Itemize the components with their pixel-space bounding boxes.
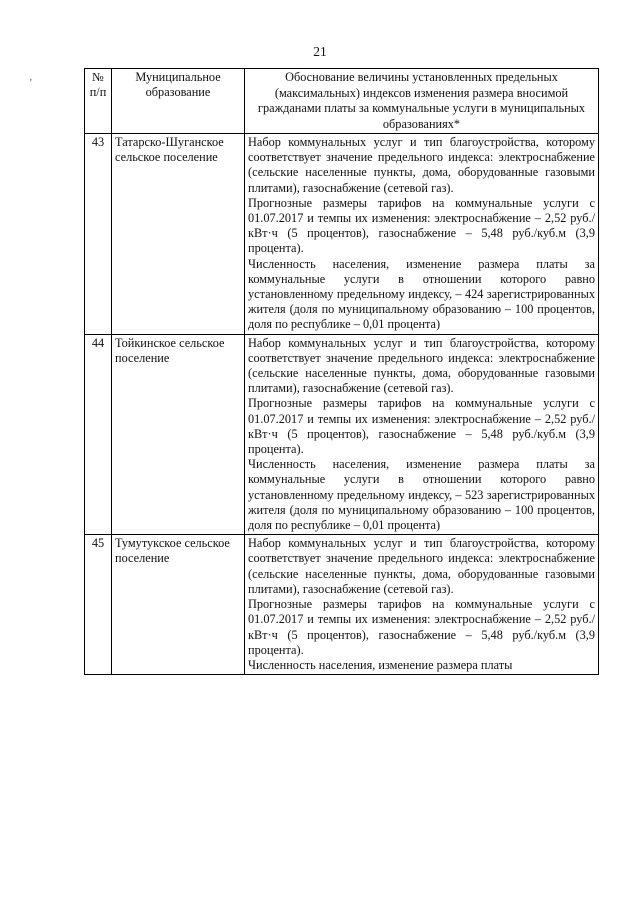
justification-paragraph: Прогнозные размеры тарифов на коммунальные услуги с 01.07.2017 и темпы их изменения: электроснабжение – 2,52 руб./кВт·ч (5 процентов), газоснабжение – 5,48 руб./куб.м (3,9 процента). <box>248 195 595 256</box>
header-num: № п/п <box>85 69 112 134</box>
row-num: 43 <box>85 134 112 335</box>
justification-paragraph: Набор коммунальных услуг и тип благоустройства, которому соответствует значение предельного индекса: электроснабжение (сельские населенные пункты, дома, оборудованные газовыми плитами), газоснабжение (сетевой газ). <box>248 335 595 396</box>
margin-mark: ' <box>30 78 32 89</box>
row-num: 44 <box>85 334 112 535</box>
justification-paragraph: Набор коммунальных услуг и тип благоустройства, которому соответствует значение предельного индекса: электроснабжение (сельские населенные пункты, дома, оборудованные газовыми плитами), газоснабжение (сетевой газ). <box>248 536 595 596</box>
header-municipality: Муниципальное образование <box>112 69 245 134</box>
row-municipality: Тойкинское сельское поселение <box>112 334 245 535</box>
row-num: 45 <box>85 535 112 675</box>
justification-paragraph: Численность населения, изменение размера платы за коммунальные услуги в отношении которого равно установленному предельному индексу, – 523 зарегистрированных жителя (доля по муниципальному образованию – 100 процентов, доля по республике – 0,01 процента) <box>248 457 595 533</box>
justification-paragraph: Прогнозные размеры тарифов на коммунальные услуги с 01.07.2017 и темпы их изменения: электроснабжение – 2,52 руб./кВт·ч (5 процентов), газоснабжение – 5,48 руб./куб.м (3,9 процента). <box>248 597 595 657</box>
row-justification <box>245 535 599 675</box>
table-row <box>85 535 599 675</box>
row-justification <box>245 134 599 335</box>
utility-index-table <box>84 68 599 675</box>
justification-paragraph: Набор коммунальных услуг и тип благоустройства, которому соответствует значение предельного индекса: электроснабжение (сельские населенные пункты, дома, оборудованные газовыми плитами), газоснабжение (сетевой газ). <box>248 135 595 195</box>
justification-paragraph: Численность населения, изменение размера платы <box>248 657 513 672</box>
table-header-row <box>85 69 599 134</box>
page-number: 21 <box>313 44 327 59</box>
header-justification: Обоснование величины установленных предельных (максимальных) индексов изменения размера вносимой гражданами платы за коммунальные услуги в муниципальных образованиях* <box>245 69 599 134</box>
table-row <box>85 334 599 535</box>
row-justification <box>245 334 599 535</box>
justification-paragraph: Численность населения, изменение размера платы за коммунальные услуги в отношении которого равно установленному предельному индексу, – 424 зарегистрированных жителя (доля по муниципальному образованию – 100 процентов, доля по республике – 0,01 процента) <box>248 256 595 332</box>
table-row <box>85 134 599 335</box>
row-municipality: Татарско-Шуганское сельское поселение <box>112 134 245 335</box>
row-municipality: Тумутукское сельское поселение <box>112 535 245 675</box>
justification-paragraph: Прогнозные размеры тарифов на коммунальные услуги с 01.07.2017 и темпы их изменения: электроснабжение – 2,52 руб./кВт·ч (5 процентов), газоснабжение – 5,48 руб./куб.м (3,9 процента). <box>248 396 595 457</box>
